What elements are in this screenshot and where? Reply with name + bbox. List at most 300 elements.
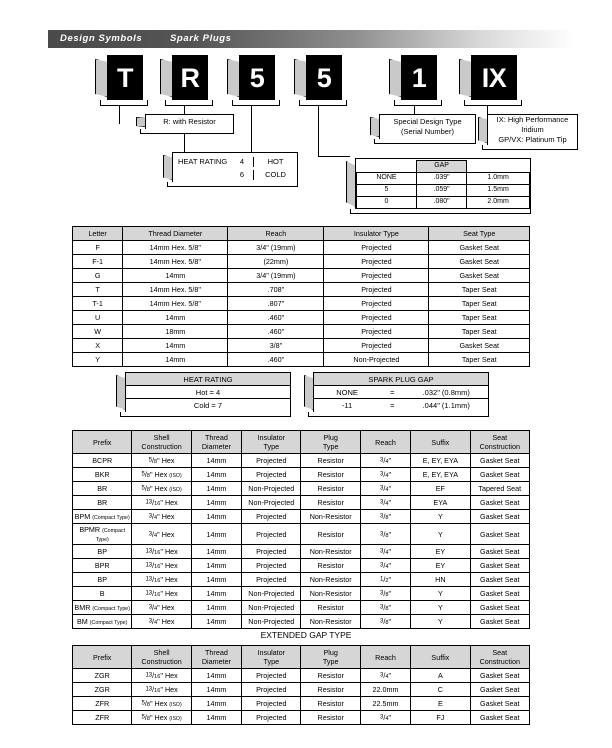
cell-prefix: BMR (Compact Type): [73, 601, 132, 615]
table-cell: Y: [73, 353, 123, 367]
column-header: Suffix: [411, 431, 470, 454]
column-header: Seat Type: [429, 227, 530, 241]
column-header: Thread Diameter: [191, 646, 241, 669]
cell-shell-construction: $^5$/8" Hex: [132, 454, 191, 468]
cell-plug-type: Resistor: [301, 683, 360, 697]
table-cell: 14mm Hex. 5/8": [123, 283, 228, 297]
cell-prefix: BR: [73, 496, 132, 510]
cell-shell-construction: $^{13}$/16" Hex: [132, 669, 191, 683]
cell-insulator-type: Non-Projected: [242, 615, 301, 629]
table-row: [357, 196, 530, 208]
cell-thread-diameter: 14mm: [191, 711, 241, 725]
cell-shell-construction: $^{13}$/16" Hex: [132, 559, 191, 573]
cell-shell-construction: $^{13}$/16" Hex: [132, 683, 191, 697]
cell-shell-construction: $^5$/8" Hex (ISO): [132, 468, 191, 482]
cell-thread-diameter: 14mm: [191, 496, 241, 510]
cell-reach: $^1$/2": [360, 573, 410, 587]
table-cell: Taper Seat: [429, 311, 530, 325]
callout-resistor-text: R: with Resistor: [163, 117, 216, 126]
cell-thread-diameter: 14mm: [191, 482, 241, 496]
cell-plug-type: Resistor: [301, 711, 360, 725]
cell-plug-type: Non-Resistor: [301, 615, 360, 629]
special-design-line1: Special Design Type: [393, 117, 462, 126]
cell-prefix: BM (Compact Type): [73, 615, 132, 629]
cell-prefix: ZGR: [73, 683, 132, 697]
callout-face: [355, 158, 531, 210]
callout-3d-lip: [374, 139, 476, 144]
symbol-letter: 1: [401, 55, 437, 101]
cell-insulator-type: Projected: [242, 510, 301, 524]
table-row: [73, 559, 530, 573]
symbol-block-r: [160, 55, 208, 101]
table-row: [73, 510, 530, 524]
table-cell: Gasket Seat: [429, 269, 530, 283]
cell-seat-construction: Gasket Seat: [470, 454, 529, 468]
column-header: Thread Diameter: [123, 227, 228, 241]
table-cell: U: [73, 311, 123, 325]
page-header-bar: [48, 30, 574, 48]
gap-row-eq: =: [390, 388, 395, 397]
cell-suffix: Y: [411, 587, 470, 601]
cell-suffix: FJ: [411, 711, 470, 725]
cell-thread-diameter: 14mm: [191, 524, 241, 545]
symbol-3d-lip: [299, 100, 347, 106]
table-row: [73, 587, 530, 601]
symbol-letter: R: [172, 55, 208, 101]
table-cell: Gasket Seat: [429, 241, 530, 255]
cell-suffix: Y: [411, 524, 470, 545]
table-row: [73, 711, 530, 725]
cell-suffix: HN: [411, 573, 470, 587]
callout-face: [145, 114, 234, 130]
callout-face: [487, 114, 578, 146]
table-cell: Projected: [324, 339, 429, 353]
cell-insulator-type: Projected: [242, 683, 301, 697]
table-row: [73, 573, 530, 587]
callout-3d-lip: [308, 412, 489, 417]
cell-seat-construction: Gasket Seat: [470, 601, 529, 615]
gap-spacer-cell: [467, 160, 530, 172]
table-row: [73, 697, 530, 711]
callout-tip-type: [478, 114, 578, 146]
heat-rating-hot-row: Hot = 4: [126, 386, 290, 399]
cell-plug-type: Resistor: [301, 524, 360, 545]
cell-seat-construction: Gasket Seat: [470, 683, 529, 697]
cell-shell-construction: $^5$/8" Hex (ISO): [132, 697, 191, 711]
cell-prefix: BCPR: [73, 454, 132, 468]
cell-reach: $^3$/4": [360, 468, 410, 482]
gap-row-code: NONE: [336, 388, 358, 397]
gap-mm: 1.0mm: [467, 172, 530, 184]
cell-seat-construction: Gasket Seat: [470, 669, 529, 683]
cell-reach: $^3$/4": [360, 711, 410, 725]
cell-insulator-type: Non-Projected: [242, 587, 301, 601]
cell-reach: $^3$/4": [360, 545, 410, 559]
cell-prefix: BR: [73, 482, 132, 496]
gap-code: NONE: [357, 172, 417, 184]
cell-reach: $^3$/4": [360, 669, 410, 683]
table-cell: .460": [228, 325, 324, 339]
page-subtitle: Spark Plugs: [170, 33, 232, 44]
callout-face: [125, 372, 291, 413]
table-row: [73, 496, 530, 510]
cell-insulator-type: Projected: [242, 468, 301, 482]
table-row: [357, 172, 530, 184]
cell-suffix: EY: [411, 559, 470, 573]
cell-plug-type: Resistor: [301, 468, 360, 482]
letter-specification-table: [72, 226, 530, 367]
cell-prefix: BP: [73, 573, 132, 587]
symbol-letter: IX: [471, 55, 517, 101]
table-cell: Projected: [324, 283, 429, 297]
cell-seat-construction: Gasket Seat: [470, 697, 529, 711]
symbol-block-t: [95, 55, 143, 101]
heat-rating-cold-label: COLD: [253, 170, 297, 180]
cell-reach: $^3$/8": [360, 510, 410, 524]
special-design-line2: (Serial Number): [401, 127, 454, 136]
symbol-letter: 5: [306, 55, 342, 101]
symbol-3d-lip: [100, 100, 148, 106]
column-header: Reach: [360, 431, 410, 454]
symbol-block-5a: [227, 55, 275, 101]
cell-plug-type: Non-Resistor: [301, 573, 360, 587]
symbol-block-1: [389, 55, 437, 101]
table-row: [73, 255, 530, 269]
table-cell: 3/8": [228, 339, 324, 353]
table-row: [73, 669, 530, 683]
callout-face: [313, 372, 489, 413]
table-row: [73, 468, 530, 482]
table-cell: T: [73, 283, 123, 297]
gap-row-eq: =: [390, 401, 395, 410]
cell-seat-construction: Tapered Seat: [470, 482, 529, 496]
column-header: Shell Construction: [132, 431, 191, 454]
table-row: [73, 524, 530, 545]
cell-thread-diameter: 14mm: [191, 669, 241, 683]
heat-rating-cold-row: Cold = 7: [193, 401, 223, 410]
spark-plug-gap-title: SPARK PLUG GAP: [314, 373, 488, 386]
table-row: [357, 184, 530, 196]
table-cell: Projected: [324, 269, 429, 283]
cell-reach: 22.0mm: [360, 683, 410, 697]
cell-insulator-type: Projected: [242, 669, 301, 683]
callout-resistor: [136, 114, 234, 130]
cell-suffix: A: [411, 669, 470, 683]
gap-title: GAP: [417, 160, 467, 172]
table-cell: Projected: [324, 255, 429, 269]
column-header: Insulator Type: [242, 646, 301, 669]
cell-reach: $^3$/4": [360, 454, 410, 468]
table-row: [73, 482, 530, 496]
column-header: Insulator Type: [242, 431, 301, 454]
symbol-block-5b: [294, 55, 342, 101]
extended-gap-type-title: EXTENDED GAP TYPE: [260, 630, 352, 640]
symbol-letter: T: [107, 55, 143, 101]
cell-reach: $^3$/4": [360, 482, 410, 496]
cell-thread-diameter: 14mm: [191, 697, 241, 711]
cell-seat-construction: Gasket Seat: [470, 711, 529, 725]
symbol-letter: 5: [239, 55, 275, 101]
symbol-block-ix: [459, 55, 517, 101]
cell-thread-diameter: 14mm: [191, 601, 241, 615]
cell-plug-type: Non-Resistor: [301, 510, 360, 524]
table-cell: .708": [228, 283, 324, 297]
cell-prefix: BPM (Compact Type): [73, 510, 132, 524]
cell-suffix: EYA: [411, 496, 470, 510]
column-header: Suffix: [411, 646, 470, 669]
cell-prefix: ZFR: [73, 711, 132, 725]
cell-plug-type: Non-Resistor: [301, 545, 360, 559]
table-cell: 14mm: [123, 269, 228, 283]
box-spark-plug-gap: [304, 372, 489, 413]
cell-plug-type: Resistor: [301, 669, 360, 683]
table-row: [73, 325, 530, 339]
cell-insulator-type: Projected: [242, 559, 301, 573]
tip-type-line2: Iridium: [521, 125, 544, 134]
heat-rating-cold-value: 6: [239, 170, 245, 180]
cell-insulator-type: Projected: [242, 711, 301, 725]
cell-insulator-type: Projected: [242, 573, 301, 587]
table-cell: Non-Projected: [324, 353, 429, 367]
prefix-specification-table: [72, 430, 530, 629]
cell-reach: $^3$/4": [360, 496, 410, 510]
table-cell: Taper Seat: [429, 353, 530, 367]
cell-shell-construction: $^{13}$/16" Hex: [132, 573, 191, 587]
cell-plug-type: Resistor: [301, 482, 360, 496]
cell-insulator-type: Projected: [242, 697, 301, 711]
cell-prefix: BKR: [73, 468, 132, 482]
cell-thread-diameter: 14mm: [191, 454, 241, 468]
table-row: [357, 160, 530, 172]
table-cell: 14mm Hex. 5/8": [123, 241, 228, 255]
table-cell: Taper Seat: [429, 283, 530, 297]
column-header: Prefix: [73, 646, 132, 669]
table-cell: Taper Seat: [429, 325, 530, 339]
heat-rating-hot-label: HOT: [253, 157, 297, 167]
box-heat-rating: [116, 372, 291, 413]
cell-plug-type: Resistor: [301, 496, 360, 510]
table-row: [73, 353, 530, 367]
cell-suffix: E, EY, EYA: [411, 454, 470, 468]
cell-thread-diameter: 14mm: [191, 587, 241, 601]
cell-suffix: E, EY, EYA: [411, 468, 470, 482]
column-header: Plug Type: [301, 431, 360, 454]
cell-seat-construction: Gasket Seat: [470, 524, 529, 545]
table-cell: 14mm: [123, 339, 228, 353]
cell-shell-construction: $^5$/8" Hex (ISO): [132, 711, 191, 725]
cell-shell-construction: $^3$/4" Hex: [132, 524, 191, 545]
callout-3d-lip: [120, 412, 291, 417]
gap-table: [356, 160, 530, 209]
cell-shell-construction: $^3$/4" Hex: [132, 615, 191, 629]
cell-thread-diameter: 14mm: [191, 510, 241, 524]
table-cell: .460": [228, 353, 324, 367]
cell-insulator-type: Projected: [242, 454, 301, 468]
table-cell: .807": [228, 297, 324, 311]
column-header: Insulator Type: [324, 227, 429, 241]
cell-insulator-type: Non-Projected: [242, 496, 301, 510]
tip-type-line3: GP/VX: Platinum Tip: [498, 135, 567, 144]
cell-seat-construction: Gasket Seat: [470, 545, 529, 559]
gap-code: 5: [357, 184, 417, 196]
cell-shell-construction: $^5$/8" Hex (ISO): [132, 482, 191, 496]
callout-3d-lip: [482, 145, 578, 150]
cell-insulator-type: Projected: [242, 524, 301, 545]
table-cell: Gasket Seat: [429, 339, 530, 353]
table-cell: Projected: [324, 325, 429, 339]
gap-row-code: -11: [341, 401, 353, 410]
gap-mm: 2.0mm: [467, 196, 530, 208]
cell-thread-diameter: 14mm: [191, 545, 241, 559]
heat-rating-box-title: HEAT RATING: [126, 373, 290, 386]
gap-code: 0: [357, 196, 417, 208]
cell-seat-construction: Gasket Seat: [470, 496, 529, 510]
cell-seat-construction: Gasket Seat: [470, 468, 529, 482]
table-cell: X: [73, 339, 123, 353]
cell-shell-construction: $^{13}$/16" Hex: [132, 587, 191, 601]
cell-plug-type: Non-Resistor: [301, 587, 360, 601]
gap-spacer-cell: [357, 160, 417, 172]
table-cell: 3/4" (19mm): [228, 269, 324, 283]
gap-mm: 1.5mm: [467, 184, 530, 196]
table-cell: 14mm: [123, 311, 228, 325]
column-header: Letter: [73, 227, 123, 241]
cell-thread-diameter: 14mm: [191, 468, 241, 482]
cell-thread-diameter: 14mm: [191, 683, 241, 697]
table-cell: 3/4" (19mm): [228, 241, 324, 255]
cell-thread-diameter: 14mm: [191, 615, 241, 629]
callout-3d-lip: [167, 182, 298, 187]
gap-inch: .059": [417, 184, 467, 196]
column-header: Shell Construction: [132, 646, 191, 669]
column-header: Prefix: [73, 431, 132, 454]
cell-suffix: EY: [411, 545, 470, 559]
table-row: [73, 339, 530, 353]
table-row: [73, 297, 530, 311]
cell-reach: $^3$/4": [360, 559, 410, 573]
cell-seat-construction: Gasket Seat: [470, 587, 529, 601]
cell-seat-construction: Gasket Seat: [470, 559, 529, 573]
cell-suffix: Y: [411, 510, 470, 524]
table-cell: W: [73, 325, 123, 339]
table-row: [73, 545, 530, 559]
column-header: Seat Construction: [470, 431, 529, 454]
column-header: Plug Type: [301, 646, 360, 669]
cell-reach: $^3$/8": [360, 615, 410, 629]
cell-plug-type: Resistor: [301, 454, 360, 468]
table-row: [73, 683, 530, 697]
cell-suffix: EF: [411, 482, 470, 496]
cell-seat-construction: Gasket Seat: [470, 615, 529, 629]
cell-seat-construction: Gasket Seat: [470, 510, 529, 524]
cell-prefix: BPMR (Compact Type): [73, 524, 132, 545]
table-cell: Projected: [324, 297, 429, 311]
cell-thread-diameter: 14mm: [191, 573, 241, 587]
tip-type-line1: IX: High Performance: [496, 115, 569, 124]
cell-shell-construction: $^3$/4" Hex: [132, 510, 191, 524]
table-row: [73, 311, 530, 325]
cell-reach: 22.5mm: [360, 697, 410, 711]
table-cell: Gasket Seat: [429, 255, 530, 269]
cell-plug-type: Resistor: [301, 559, 360, 573]
gap-inch: .039": [417, 172, 467, 184]
callout-3d-lip: [140, 129, 234, 134]
cell-suffix: Y: [411, 615, 470, 629]
cell-prefix: BP: [73, 545, 132, 559]
cell-insulator-type: Non-Projected: [242, 601, 301, 615]
symbol-3d-lip: [165, 100, 213, 106]
cell-shell-construction: $^{13}$/16" Hex: [132, 545, 191, 559]
table-cell: F: [73, 241, 123, 255]
heat-rating-label: HEAT RATING: [178, 156, 228, 166]
table-cell: T-1: [73, 297, 123, 311]
spark-plug-gap-row: [314, 399, 488, 412]
table-cell: F-1: [73, 255, 123, 269]
cell-prefix: ZFR: [73, 697, 132, 711]
table-cell: 18mm: [123, 325, 228, 339]
callout-heat-rating: [163, 152, 298, 183]
cell-reach: $^3$/8": [360, 587, 410, 601]
cell-plug-type: Resistor: [301, 697, 360, 711]
heat-rating-hot-value: 4: [239, 156, 245, 166]
cell-prefix: ZGR: [73, 669, 132, 683]
table-header-row: [73, 227, 530, 241]
table-cell: Taper Seat: [429, 297, 530, 311]
cell-seat-construction: Gasket Seat: [470, 573, 529, 587]
table-row: [73, 615, 530, 629]
table-cell: (22mm): [228, 255, 324, 269]
table-cell: 14mm Hex. 5/8": [123, 255, 228, 269]
table-cell: 14mm Hex. 5/8": [123, 297, 228, 311]
callout-gap-table: [346, 158, 531, 210]
callout-special-design-type: [370, 114, 476, 140]
cell-shell-construction: $^{13}$/16" Hex: [132, 496, 191, 510]
gap-row-value: .032" (0.8mm): [422, 388, 470, 397]
column-header: Reach: [228, 227, 324, 241]
page-title: Design Symbols: [60, 33, 143, 44]
cell-shell-construction: $^3$/4" Hex: [132, 601, 191, 615]
column-header: Reach: [360, 646, 410, 669]
cell-reach: $^3$/8": [360, 524, 410, 545]
table-cell: Projected: [324, 311, 429, 325]
symbol-3d-lip: [464, 100, 522, 106]
cell-prefix: B: [73, 587, 132, 601]
cell-prefix: BPR: [73, 559, 132, 573]
spark-plug-gap-row: [314, 386, 488, 399]
callout-face: [172, 152, 298, 183]
symbol-3d-lip: [394, 100, 442, 106]
extended-gap-type-table: [72, 645, 530, 725]
gap-row-value: .044" (1.1mm): [422, 401, 470, 410]
column-header: Seat Construction: [470, 646, 529, 669]
gap-inch: .080": [417, 196, 467, 208]
cell-suffix: Y: [411, 601, 470, 615]
table-cell: 14mm: [123, 353, 228, 367]
cell-reach: $^3$/8": [360, 601, 410, 615]
table-cell: G: [73, 269, 123, 283]
cell-insulator-type: Non-Projected: [242, 482, 301, 496]
table-row: [73, 241, 530, 255]
table-cell: Projected: [324, 241, 429, 255]
table-row: [73, 454, 530, 468]
table-header-row: [73, 646, 530, 669]
table-cell: .460": [228, 311, 324, 325]
cell-insulator-type: Projected: [242, 545, 301, 559]
symbol-3d-lip: [232, 100, 280, 106]
table-row: [73, 269, 530, 283]
cell-thread-diameter: 14mm: [191, 559, 241, 573]
table-row: [73, 601, 530, 615]
